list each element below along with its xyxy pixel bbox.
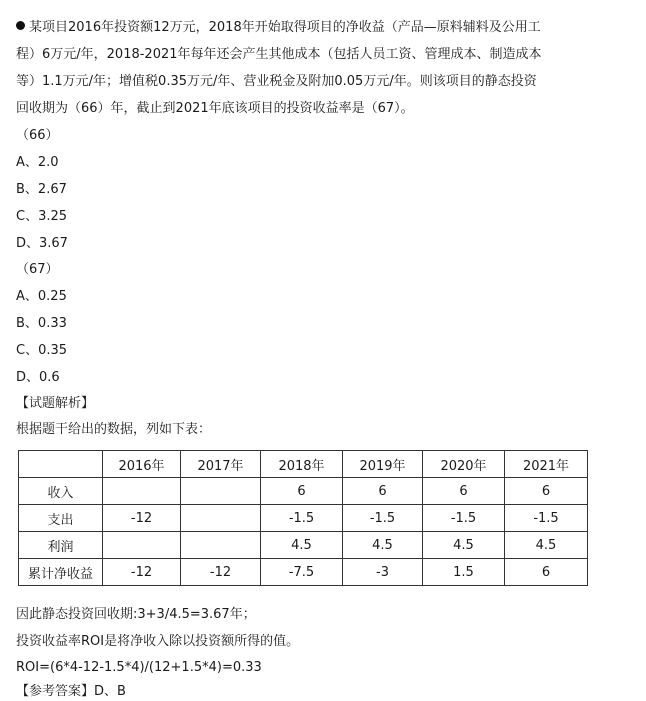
q67-option-c: C、0.35 — [16, 343, 68, 358]
table-header-cell: 2020年 — [423, 451, 505, 478]
table-cell: 4.5 — [343, 532, 423, 559]
table-cell: 6 — [343, 478, 423, 505]
table-header-cell: 2018年 — [261, 451, 343, 478]
table-cell — [103, 478, 181, 505]
q66-option-d: D、3.67 — [16, 236, 68, 251]
table-cell: -1.5 — [343, 505, 423, 532]
table-cell: -12 — [103, 505, 181, 532]
question-text-2: 程）6万元/年，2018-2021年每年还会产生其他成本（包括人员工资、管理成本、制造成本 — [16, 47, 542, 62]
table-cell: 6 — [261, 478, 343, 505]
table-cell: -3 — [343, 559, 423, 586]
question-text-4: 回收期为（66）年，截止到2021年底该项目的投资收益率是（67）。 — [16, 101, 414, 116]
table-header-cell — [19, 451, 103, 478]
conclusion-payback: 因此静态投资回收期:3+3/4.5=3.67年； — [16, 607, 256, 622]
table-row-label: 收入 — [19, 478, 103, 505]
q67-option-d: D、0.6 — [16, 370, 60, 385]
table-cell: 4.5 — [505, 532, 588, 559]
table-header-cell: 2019年 — [343, 451, 423, 478]
table-row — [19, 505, 588, 532]
table-header-cell: 2017年 — [181, 451, 261, 478]
table-cell: -7.5 — [261, 559, 343, 586]
q66-option-b: B、2.67 — [16, 182, 67, 197]
q66-option-c: C、3.25 — [16, 209, 68, 224]
table-cell: -1.5 — [505, 505, 588, 532]
table-cell: -1.5 — [423, 505, 505, 532]
table-cell: 1.5 — [423, 559, 505, 586]
question-text-3: 等）1.1万元/年；增值税0.35万元/年、营业税金及附加0.05万元/年。则该项目的静态投资 — [16, 74, 537, 89]
q66-option-a: A、2.0 — [16, 155, 59, 170]
table-cell — [103, 532, 181, 559]
reference-answer: 【参考答案】D、B — [16, 684, 126, 699]
table-cell: 4.5 — [423, 532, 505, 559]
table-row-label: 利润 — [19, 532, 103, 559]
data-table — [18, 450, 588, 586]
analysis-intro: 根据题干给出的数据，列如下表： — [16, 422, 212, 437]
table-row — [19, 532, 588, 559]
table-header-row — [19, 451, 588, 478]
question-line-1 — [16, 20, 541, 36]
table-cell: 6 — [505, 559, 588, 586]
q67-option-b: B、0.33 — [16, 316, 67, 331]
table-cell: -1.5 — [261, 505, 343, 532]
analysis-heading: 【试题解析】 — [16, 396, 95, 411]
conclusion-roi-formula: ROI=(6*4-12-1.5*4)/(12+1.5*4)=0.33 — [16, 660, 262, 675]
table-row — [19, 478, 588, 505]
q67-option-a: A、0.25 — [16, 289, 67, 304]
q67-label: （67） — [16, 262, 59, 277]
table-header-cell: 2021年 — [505, 451, 588, 478]
table-cell: -12 — [103, 559, 181, 586]
table-row-label: 累计净收益 — [19, 559, 103, 586]
table-cell: -12 — [181, 559, 261, 586]
bullet-icon — [16, 21, 25, 30]
table-row-label: 支出 — [19, 505, 103, 532]
table-cell: 6 — [423, 478, 505, 505]
table-cell — [181, 505, 261, 532]
table-header-cell: 2016年 — [103, 451, 181, 478]
conclusion-roi-definition: 投资收益率ROI是将净收入除以投资额所得的值。 — [16, 634, 300, 649]
question-text-1: 某项目2016年投资额12万元，2018年开始取得项目的净收益（产品—原料辅料及公用工 — [29, 20, 541, 35]
table-cell — [181, 478, 261, 505]
table-cell: 4.5 — [261, 532, 343, 559]
q66-label: （66） — [16, 128, 59, 143]
table-cell: 6 — [505, 478, 588, 505]
table-cell — [181, 532, 261, 559]
table-row — [19, 559, 588, 586]
